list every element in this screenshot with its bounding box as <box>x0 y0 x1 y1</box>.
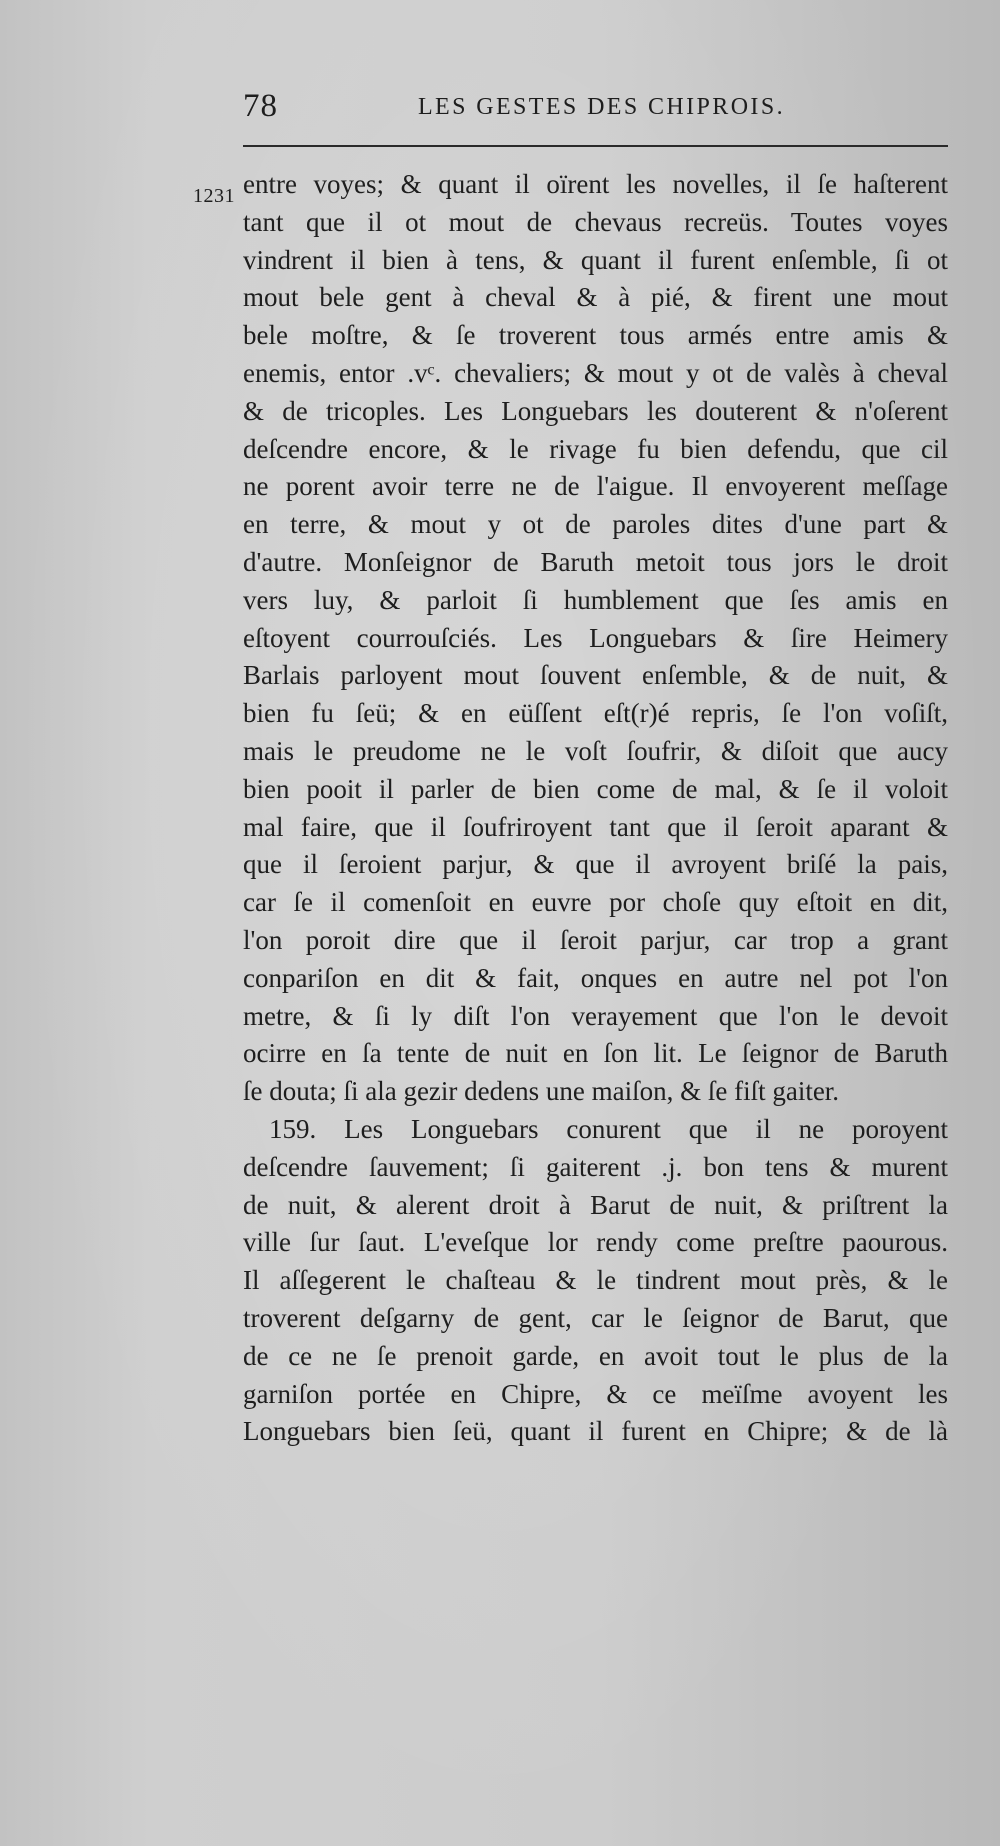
page-number: 78 <box>243 88 278 124</box>
text-line: metre, & ſi ly diſt l'on verayement que l'on le devoit <box>243 1000 948 1031</box>
text-line: ville ſur ſaut. L'eveſque lor rendy come preſtre paourous. <box>243 1227 948 1258</box>
text-line: l'on poroit dire que il ſeroit parjur, car trop a grant <box>243 924 948 955</box>
text-line: que il ſeroient parjur, & que il avroyent briſé la pais, <box>243 849 948 880</box>
text-line: d'autre. Monſeignor de Baruth metoit tous jors le droit <box>243 546 948 577</box>
text-line: mal faire, que il ſoufriroyent tant que il ſeroit aparant & <box>243 811 948 842</box>
text-line: Barlais parloyent mout ſouvent enſemble, & de nuit, & <box>243 660 948 691</box>
text-line: conpariſon en dit & fait, onques en autre nel pot l'on <box>243 962 948 993</box>
text-line: ne porent avoir terre ne de l'aigue. Il envoyerent meſſage <box>243 471 948 502</box>
paragraph <box>243 166 948 1111</box>
text-line: ocirre en ſa tente de nuit en ſon lit. Le ſeignor de Baruth <box>243 1038 948 1069</box>
text-line: tant que il ot mout de chevaus recreüs. Toutes voyes <box>243 206 948 237</box>
paragraph <box>243 1111 948 1451</box>
text-line: mais le preudome ne le voſt ſoufrir, & diſoit que aucy <box>243 735 948 766</box>
text-line: de ce ne ſe prenoit garde, en avoit tout le plus de la <box>243 1340 948 1371</box>
text-line: bien pooit il parler de bien come de mal, & ſe il voloit <box>243 773 948 804</box>
text-line: Longuebars bien ſeü, quant il furent en Chipre; & de là <box>243 1416 948 1447</box>
text-line: troverent deſgarny de gent, car le ſeignor de Barut, que <box>243 1302 948 1333</box>
text-line: bele moſtre, & ſe troverent tous armés entre amis & <box>243 320 948 351</box>
text-line: deſcendre ſauvement; ſi gaiterent .j. bon tens & murent <box>243 1151 948 1182</box>
text-line: & de tricoples. Les Longuebars les douterent & n'oſerent <box>243 395 948 426</box>
text-line: vindrent il bien à tens, & quant il furent enſemble, ſi ot <box>243 244 948 275</box>
text-line: bien fu ſeü; & en eüſſent eſt(r)é repris, ſe l'on voſiſt, <box>243 698 948 729</box>
text-line: 159. Les Longuebars conurent que il ne poroyent <box>269 1113 948 1144</box>
body-text <box>243 166 948 1451</box>
header-rule <box>243 145 948 147</box>
text-line: eſtoyent courrouſciés. Les Longuebars & ſire Heimery <box>243 622 948 653</box>
text-line: ſe douta; ſi ala gezir dedens une maiſon, & ſe fiſt gaiter. <box>243 1076 840 1107</box>
margin-year-note: 1231 <box>193 185 235 207</box>
text-line: enemis, entor .vᶜ. chevaliers; & mout y ot de valès à cheval <box>243 357 948 388</box>
text-line: deſcendre encore, & le rivage fu bien defendu, que cil <box>243 433 948 464</box>
text-line: car ſe il comenſoit en euvre por choſe quy eſtoit en dit, <box>243 887 948 918</box>
running-title: LES GESTES DES CHIPROIS. <box>418 94 785 120</box>
text-line: entre voyes; & quant il oïrent les novelles, il ſe haſterent <box>243 169 948 199</box>
running-head <box>243 88 948 134</box>
text-line: Il aſſegerent le chaſteau & le tindrent mout près, & le <box>243 1265 948 1296</box>
text-line: en terre, & mout y ot de paroles dites d'une part & <box>243 509 948 540</box>
text-line: de nuit, & alerent droit à Barut de nuit, & priſtrent la <box>243 1189 948 1220</box>
text-line: vers luy, & parloit ſi humblement que ſes amis en <box>243 584 948 615</box>
text-line: mout bele gent à cheval & à pié, & firent une mout <box>243 282 948 313</box>
text-line: garniſon portée en Chipre, & ce meïſme avoyent les <box>243 1378 948 1409</box>
